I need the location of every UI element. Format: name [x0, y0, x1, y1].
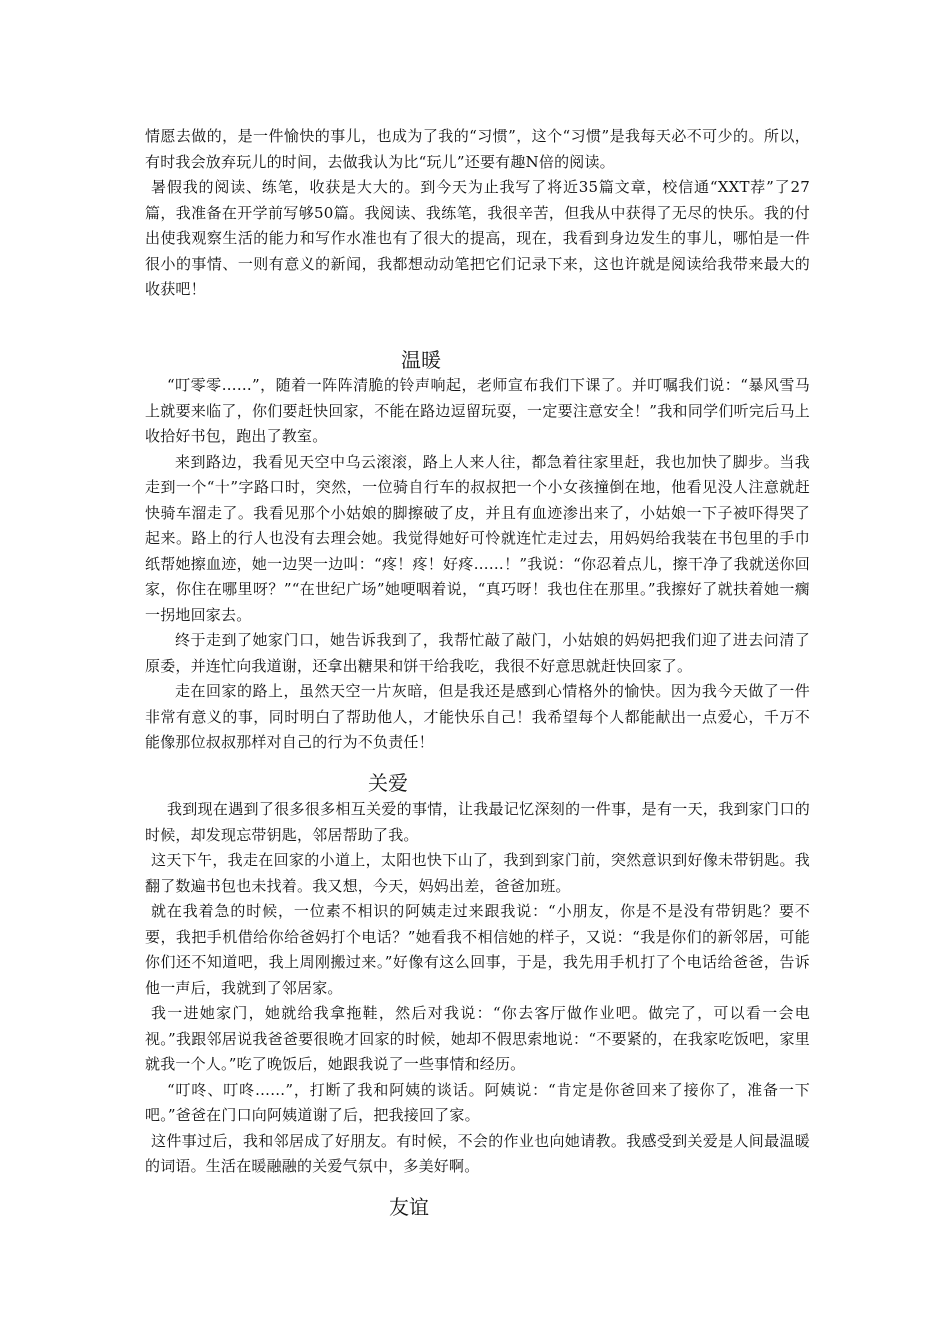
essay-title-warmth: 温暖 [401, 348, 441, 372]
essay-care [145, 797, 810, 1180]
essay-title-friendship: 友谊 [389, 1195, 429, 1219]
essay-warmth-paragraph-3: 终于走到了她家门口，她告诉我到了，我帮忙敲了敲门，小姑娘的妈妈把我们迎了进去问清了原委，并连忙向我道谢，还拿出糖果和饼干给我吃，我很不好意思就赶快回家了。 [145, 631, 810, 675]
essay-care-paragraph-4: 我一进她家门，她就给我拿拖鞋，然后对我说：“你去客厅做作业吧。做完了，可以看一会电视。”我跟邻居说我爸爸要很晚才回家的时候，她却不假思索地说：“不要紧的，在我家吃饭吧，家里就我一个人。”吃了晚饭后，她跟我说了一些事情和经历。 [145, 1004, 810, 1073]
essay-warmth-paragraph-2: 来到路边，我看见天空中乌云滚滚，路上人来人往，都急着往家里赶，我也加快了脚步。当我走到一个“十”字路口时，突然，一位骑自行车的叔叔把一个小女孩撞倒在地，他看见没人注意就赶快骑车溜走了。我看见那个小姑娘的脚擦破了皮，并且有血迹渗出来了，小姑娘一下子被吓得哭了起来。路上的行人也没有去理会她。我觉得她好可怜就连忙走过去，用妈妈给我装在书包里的手巾纸帮她擦血迹，她一边哭一边叫：“疼！疼！好疼……！”我说：“你忍着点儿，擦干净了我就送你回家，你住在哪里呀？”“在世纪广场”她哽咽着说，“真巧呀！我也住在那里。”我擦好了就扶着她一瘸一拐地回家去。 [145, 452, 810, 624]
essay-warmth-paragraph-4: 走在回家的路上，虽然天空一片灰暗，但是我还是感到心情格外的愉快。因为我今天做了一件非常有意义的事，同时明白了帮助他人，才能快乐自己！我希望每个人都能献出一点爱心，千万不能像那位叔叔那样对自己的行为不负责任！ [145, 682, 810, 751]
essay-care-paragraph-6: 这件事过后，我和邻居成了好朋友。有时候，不会的作业也向她请教。我感受到关爱是人间最温暖的词语。生活在暖融融的关爱气氛中，多美好啊。 [145, 1131, 810, 1175]
essay-care-paragraph-1: 我到现在遇到了很多很多相互关爱的事情，让我最记忆深刻的一件事，是有一天，我到家门口的时候，却发现忘带钥匙，邻居帮助了我。 [145, 800, 810, 844]
essay-care-paragraph-2: 这天下午，我走在回家的小道上，太阳也快下山了，我到到家门前，突然意识到好像未带钥匙。我翻了数遍书包也未找着。我又想，今天，妈妈出差，爸爸加班。 [145, 851, 810, 895]
essay-title-care: 关爱 [368, 771, 408, 795]
intro-section [145, 124, 810, 303]
intro-paragraph-1: 情愿去做的，是一件愉快的事儿，也成为了我的“习惯”，这个“习惯”是我每天必不可少的。所以，有时我会放弃玩儿的时间，去做我认为比“玩儿”还要有趣N倍的阅读。 [145, 127, 810, 171]
essay-care-paragraph-5: “叮咚、叮咚……”，打断了我和阿姨的谈话。阿姨说：“肯定是你爸回来了接你了，准备一下吧。”爸爸在门口向阿姨道谢了后，把我接回了家。 [145, 1080, 810, 1124]
intro-paragraph-2: 暑假我的阅读、练笔，收获是大大的。到今天为止我写了将近35篇文章，校信通“XXT荐”了27篇，我准备在开学前写够50篇。我阅读、我练笔，我很辛苦，但我从中获得了无尽的快乐。我的付出使我观察生活的能力和写作水准也有了很大的提高，现在，我看到身边发生的事儿，哪怕是一件很小的事情、一则有意义的新闻，我都想动动笔把它们记录下来，这也许就是阅读给我带来最大的收获吧！ [145, 178, 810, 298]
essay-warmth-paragraph-1: “叮零零……”，随着一阵阵清脆的铃声响起，老师宣布我们下课了。并叮嘱我们说：“暴风雪马上就要来临了，你们要赶快回家，不能在路边逗留玩耍，一定要注意安全！”我和同学们听完后马上收拾好书包，跑出了教室。 [145, 376, 810, 445]
essay-care-paragraph-3: 就在我着急的时候，一位素不相识的阿姨走过来跟我说：“小朋友，你是不是没有带钥匙？要不要，我把手机借给你给爸妈打个电话？”她看我不相信她的样子，又说：“我是你们的新邻居，可能你们还不知道吧，我上周刚搬过来。”好像有这么回事，于是，我先用手机打了个电话给爸爸，告诉他一声后，我就到了邻居家。 [145, 902, 810, 997]
essay-warmth [145, 373, 810, 756]
